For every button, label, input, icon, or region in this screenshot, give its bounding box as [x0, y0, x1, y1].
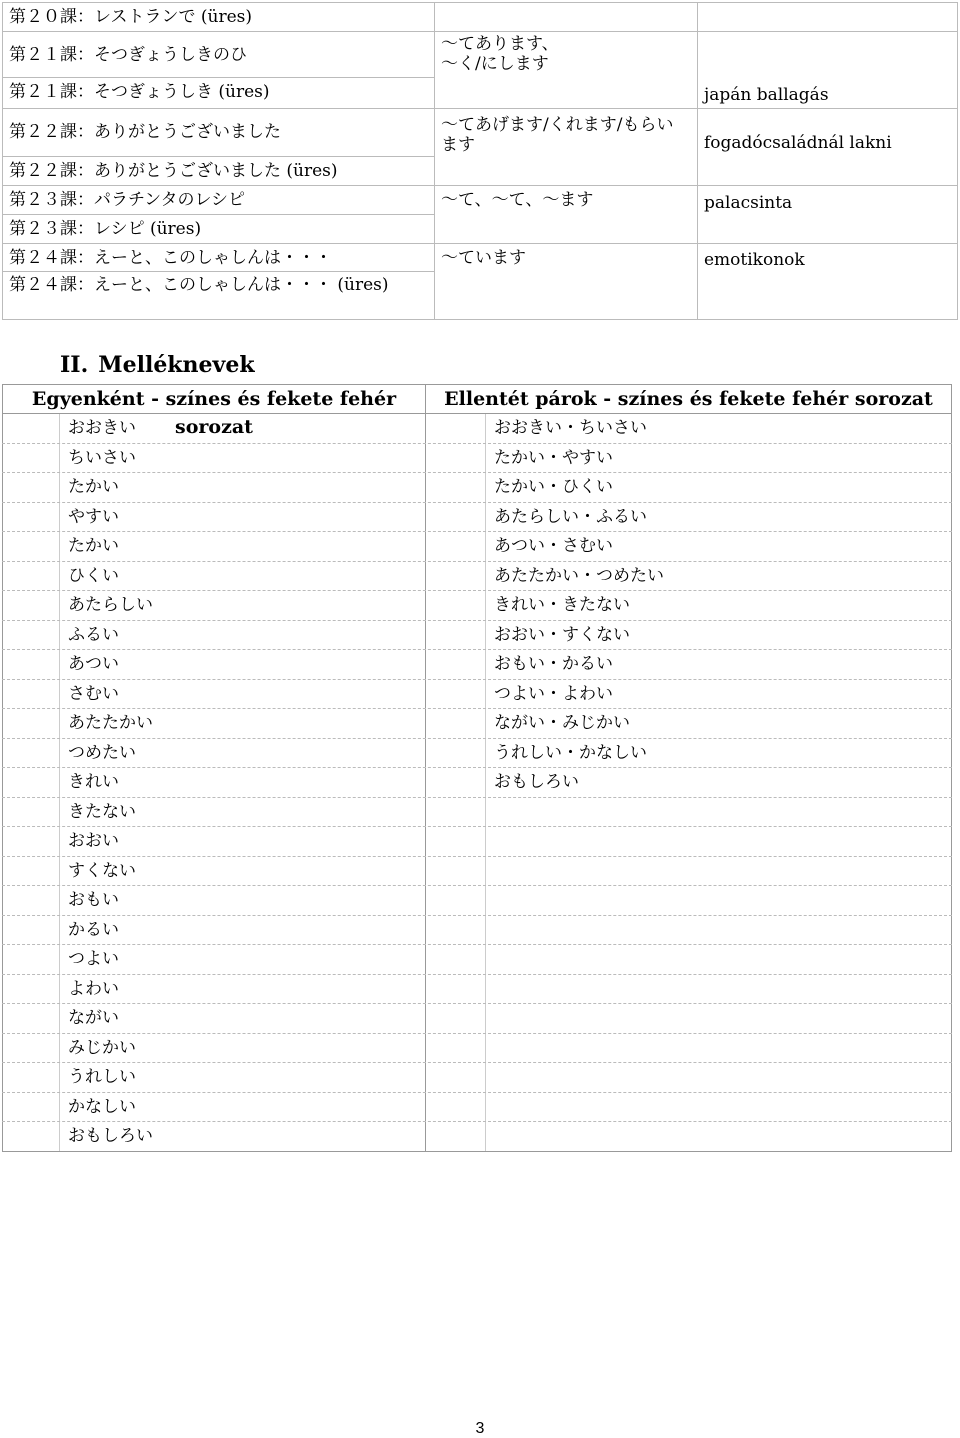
- single-adjective: つよい: [60, 945, 426, 974]
- lesson-cell: 第２３課：パラチンタのレシピ: [2, 186, 434, 215]
- lesson-cell: 第２２課：ありがとうございました: [2, 109, 434, 157]
- adjective-table-body: [2, 414, 952, 1152]
- single-adjective: たかい: [60, 532, 426, 561]
- adjective-pair: たかい・やすい: [486, 444, 952, 473]
- adjective-pair: [486, 916, 952, 945]
- pair-picture-box: [426, 798, 486, 827]
- lesson-group-21: [2, 32, 958, 109]
- picture-box: [2, 503, 60, 532]
- single-adjective: ひくい: [60, 562, 426, 591]
- adjective-pair: [486, 886, 952, 915]
- single-adjective: やすい: [60, 503, 426, 532]
- section-number: II.: [60, 352, 89, 378]
- pairs-header: Ellentét párok - színes és fekete fehér sorozat: [426, 385, 952, 413]
- pair-picture-box: [426, 709, 486, 738]
- picture-box: [2, 591, 60, 620]
- adjective-row: [2, 1093, 952, 1123]
- adjective-row: [2, 621, 952, 651]
- pair-picture-box: [426, 414, 486, 443]
- picture-box: [2, 1122, 60, 1151]
- pair-picture-box: [426, 591, 486, 620]
- lesson-group-24: [2, 244, 958, 320]
- picture-box: [2, 621, 60, 650]
- picture-box: [2, 945, 60, 974]
- picture-box: [2, 473, 60, 502]
- adjective-pair: [486, 857, 952, 886]
- single-adjective: ちいさい: [60, 444, 426, 473]
- adjective-pair: [486, 1093, 952, 1122]
- page-number: 3: [475, 1420, 485, 1437]
- adjective-row: [2, 945, 952, 975]
- pair-picture-box: [426, 621, 486, 650]
- single-adjective: ふるい: [60, 621, 426, 650]
- adjective-pair: [486, 798, 952, 827]
- topic-cell: palacsinta: [697, 186, 958, 243]
- single-adjective: おおい: [60, 827, 426, 856]
- single-adjective: おもしろい: [60, 1122, 426, 1151]
- single-adjective: かなしい: [60, 1093, 426, 1122]
- pair-picture-box: [426, 886, 486, 915]
- adjective-row: [2, 562, 952, 592]
- adjective-row: [2, 916, 952, 946]
- grammar-cell: 〜て、〜て、〜ます: [434, 186, 697, 243]
- picture-box: [2, 916, 60, 945]
- adjective-row: [2, 473, 952, 503]
- single-adjective: すくない: [60, 857, 426, 886]
- adjective-pair: [486, 975, 952, 1004]
- adjective-pair: たかい・ひくい: [486, 473, 952, 502]
- single-adjective: きたない: [60, 798, 426, 827]
- single-adjective: ながい: [60, 1004, 426, 1033]
- adjective-row: [2, 414, 952, 444]
- lesson-cell: 第２２課：ありがとうございました (üres): [2, 157, 434, 185]
- adjective-pair: きれい・きたない: [486, 591, 952, 620]
- picture-box: [2, 709, 60, 738]
- section-title: Melléknevek: [98, 352, 255, 378]
- single-adjective: よわい: [60, 975, 426, 1004]
- pair-picture-box: [426, 473, 486, 502]
- adjective-row: [2, 827, 952, 857]
- adjective-pair: おおい・すくない: [486, 621, 952, 650]
- adjective-row: [2, 1122, 952, 1152]
- topic-cell: emotikonok: [697, 244, 958, 319]
- adjective-pair: ながい・みじかい: [486, 709, 952, 738]
- pair-picture-box: [426, 975, 486, 1004]
- single-adjective: つめたい: [60, 739, 426, 768]
- single-adjective: かるい: [60, 916, 426, 945]
- picture-box: [2, 1063, 60, 1092]
- adjective-pair: [486, 1034, 952, 1063]
- lesson-cell: 第２４課：えーと、このしゃしんは・・・: [2, 244, 434, 272]
- grammar-cell: 〜てあります、 〜く/にします: [434, 32, 697, 108]
- topic-cell: [697, 3, 958, 31]
- picture-box: [2, 1004, 60, 1033]
- topic-cell: fogadócsaládnál lakni: [697, 109, 958, 185]
- adjective-row: [2, 1063, 952, 1093]
- pair-picture-box: [426, 532, 486, 561]
- picture-box: [2, 739, 60, 768]
- picture-box: [2, 532, 60, 561]
- picture-box: [2, 650, 60, 679]
- single-adjective: あたらしい: [60, 591, 426, 620]
- picture-box: [2, 886, 60, 915]
- pair-picture-box: [426, 562, 486, 591]
- adjective-row: [2, 532, 952, 562]
- adjective-row: [2, 709, 952, 739]
- lesson-cell: 第２１課：そつぎょうしきのひ: [2, 32, 434, 78]
- adjective-pair: おおきい・ちいさい: [486, 414, 952, 443]
- single-adjective: みじかい: [60, 1034, 426, 1063]
- grammar-cell: [434, 3, 697, 31]
- adjective-table: [2, 384, 952, 1152]
- singles-header: Egyenként - színes és fekete fehér sorozat: [2, 385, 426, 413]
- pair-picture-box: [426, 1034, 486, 1063]
- lesson-row: [2, 2, 958, 32]
- picture-box: [2, 798, 60, 827]
- adjective-row: [2, 650, 952, 680]
- pair-picture-box: [426, 1093, 486, 1122]
- single-adjective: おおきい: [60, 414, 426, 443]
- adjective-row: [2, 798, 952, 828]
- single-adjective: うれしい: [60, 1063, 426, 1092]
- pair-picture-box: [426, 680, 486, 709]
- pair-picture-box: [426, 857, 486, 886]
- grammar-cell: 〜てあげます/くれます/もらいます: [434, 109, 697, 185]
- single-adjective: さむい: [60, 680, 426, 709]
- single-adjective: あたたかい: [60, 709, 426, 738]
- pair-picture-box: [426, 916, 486, 945]
- adjective-row: [2, 1034, 952, 1064]
- pair-picture-box: [426, 827, 486, 856]
- section-heading: [60, 352, 255, 378]
- adjective-pair: [486, 1004, 952, 1033]
- pair-picture-box: [426, 650, 486, 679]
- pair-picture-box: [426, 739, 486, 768]
- picture-box: [2, 414, 60, 443]
- adjective-pair: おもい・かるい: [486, 650, 952, 679]
- pair-picture-box: [426, 1004, 486, 1033]
- adjective-row: [2, 739, 952, 769]
- adjective-pair: あたたかい・つめたい: [486, 562, 952, 591]
- adjective-pair: おもしろい: [486, 768, 952, 797]
- picture-box: [2, 827, 60, 856]
- adjective-pair: あたらしい・ふるい: [486, 503, 952, 532]
- pair-picture-box: [426, 444, 486, 473]
- pair-picture-box: [426, 768, 486, 797]
- adjective-row: [2, 975, 952, 1005]
- picture-box: [2, 562, 60, 591]
- picture-box: [2, 768, 60, 797]
- adjective-row: [2, 1004, 952, 1034]
- pair-picture-box: [426, 1122, 486, 1151]
- adjective-row: [2, 857, 952, 887]
- adjective-row: [2, 503, 952, 533]
- lesson-table: [2, 2, 958, 320]
- single-adjective: たかい: [60, 473, 426, 502]
- adjective-row: [2, 768, 952, 798]
- lesson-cell: 第２３課：レシピ (üres): [2, 215, 434, 243]
- picture-box: [2, 857, 60, 886]
- picture-box: [2, 680, 60, 709]
- adjective-pair: [486, 1122, 952, 1151]
- adjective-pair: [486, 1063, 952, 1092]
- adjective-pair: うれしい・かなしい: [486, 739, 952, 768]
- lesson-group-22: [2, 109, 958, 186]
- pair-picture-box: [426, 503, 486, 532]
- picture-box: [2, 1093, 60, 1122]
- picture-box: [2, 444, 60, 473]
- adjective-pair: つよい・よわい: [486, 680, 952, 709]
- pair-picture-box: [426, 945, 486, 974]
- lesson-group-23: [2, 186, 958, 244]
- adjective-row: [2, 591, 952, 621]
- single-adjective: きれい: [60, 768, 426, 797]
- lesson-cell: 第２４課：えーと、このしゃしんは・・・ (üres): [2, 272, 434, 319]
- adjective-row: [2, 680, 952, 710]
- adjective-row: [2, 444, 952, 474]
- pair-picture-box: [426, 1063, 486, 1092]
- adjective-row: [2, 886, 952, 916]
- adjective-pair: [486, 827, 952, 856]
- topic-cell: japán ballagás: [697, 32, 958, 108]
- lesson-cell: 第２０課：レストランで (üres): [2, 3, 434, 31]
- adjective-pair: [486, 945, 952, 974]
- picture-box: [2, 1034, 60, 1063]
- grammar-cell: 〜ています: [434, 244, 697, 319]
- lesson-cell: 第２１課：そつぎょうしき (üres): [2, 78, 434, 108]
- picture-box: [2, 975, 60, 1004]
- single-adjective: おもい: [60, 886, 426, 915]
- adjective-pair: あつい・さむい: [486, 532, 952, 561]
- single-adjective: あつい: [60, 650, 426, 679]
